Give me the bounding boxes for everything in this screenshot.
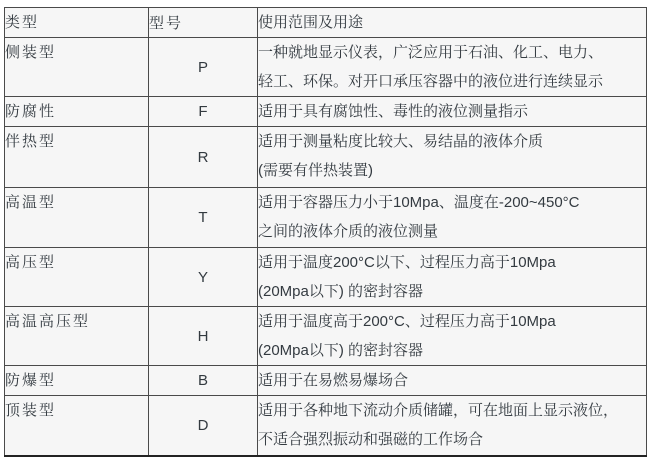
model-cell: P xyxy=(149,38,258,97)
level-gauge-spec-table xyxy=(4,7,647,457)
type-cell: 高温高压型 xyxy=(5,307,149,366)
column-header-type: 类型 xyxy=(5,8,149,38)
usage-cell xyxy=(258,396,647,456)
table-row xyxy=(5,366,647,396)
usage-cell xyxy=(258,127,647,188)
usage-cell xyxy=(258,38,647,97)
column-header-model: 型号 xyxy=(149,8,258,38)
table-row xyxy=(5,127,647,188)
type-cell: 顶装型 xyxy=(5,396,149,456)
model-cell: Y xyxy=(149,248,258,307)
usage-line: 适用于各种地下流动介质储罐，可在地面上显示液位， xyxy=(258,402,619,419)
type-cell: 侧装型 xyxy=(5,38,149,97)
table-header-row xyxy=(5,8,647,38)
usage-cell xyxy=(258,248,647,307)
model-cell: H xyxy=(149,307,258,366)
usage-line: 不适合强烈振动和强磁的工作场合 xyxy=(258,431,484,448)
usage-line: 之间的液体介质的液位测量 xyxy=(258,223,439,240)
model-cell: B xyxy=(149,366,258,396)
usage-line: 适用于温度200°C以下、过程压力高于10Mpa xyxy=(258,254,556,271)
column-header-usage: 使用范围及用途 xyxy=(258,8,647,38)
model-cell: R xyxy=(149,127,258,188)
usage-line: (20Mpa以下) 的密封容器 xyxy=(258,342,424,359)
type-cell: 高压型 xyxy=(5,248,149,307)
usage-line: 适用于温度高于200°C、过程压力高于10Mpa xyxy=(258,313,556,330)
model-cell: F xyxy=(149,97,258,127)
table-row xyxy=(5,188,647,248)
table-row xyxy=(5,248,647,307)
usage-cell xyxy=(258,307,647,366)
table-row xyxy=(5,307,647,366)
model-cell: T xyxy=(149,188,258,248)
usage-line: (需要有伴热装置) xyxy=(258,162,373,179)
table-row xyxy=(5,38,647,97)
usage-cell xyxy=(258,97,647,127)
usage-line: 适用于容器压力小于10Mpa、温度在-200~450°C xyxy=(258,194,580,211)
type-cell: 高温型 xyxy=(5,188,149,248)
type-cell: 防爆型 xyxy=(5,366,149,396)
usage-line: 适用于在易燃易爆场合 xyxy=(258,372,409,389)
usage-line: 轻工、环保。对开口承压容器中的液位进行连续显示 xyxy=(258,73,604,90)
type-cell: 防腐性 xyxy=(5,97,149,127)
usage-line: 一种就地显示仪表，广泛应用于石油、化工、电力、 xyxy=(258,44,604,61)
usage-cell xyxy=(258,366,647,396)
model-cell: D xyxy=(149,396,258,456)
table-row xyxy=(5,97,647,127)
usage-cell xyxy=(258,188,647,248)
usage-line: 适用于测量粘度比较大、易结晶的液体介质 xyxy=(258,133,544,150)
type-cell: 伴热型 xyxy=(5,127,149,188)
level-gauge-spec-table-container xyxy=(4,7,647,457)
table-row xyxy=(5,396,647,456)
usage-line: (20Mpa以下) 的密封容器 xyxy=(258,283,424,300)
usage-line: 适用于具有腐蚀性、毒性的液位测量指示 xyxy=(258,103,529,120)
